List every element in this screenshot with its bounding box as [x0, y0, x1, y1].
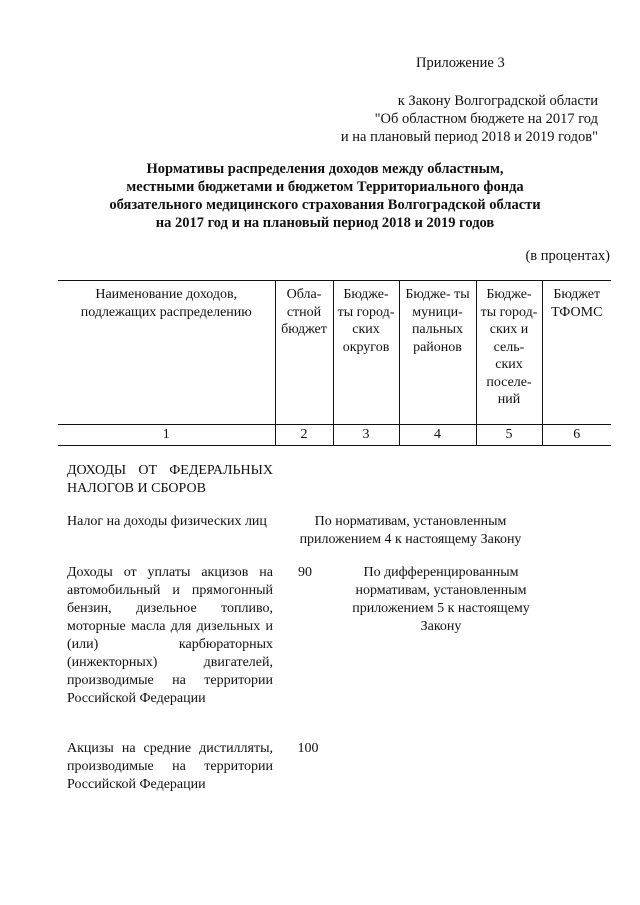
column-number: 5	[476, 425, 542, 446]
document-title-line: обязательного медицинского страхования Волгоградской области	[109, 197, 541, 213]
column-header-income-name	[58, 281, 275, 425]
column-header-tfoms	[542, 281, 611, 425]
units-note: (в процентах)	[525, 248, 610, 264]
document-title-line: на 2017 год и на плановый период 2018 и 2019 годов	[155, 215, 495, 231]
column-header-text: Бюдже- ты муници- пальных районов	[405, 287, 470, 355]
row-label-distillates-excise: Акцизы на средние дистилляты, производимые на территории Российской Федерации	[67, 741, 273, 792]
appendix-title: Приложение 3	[416, 55, 505, 71]
row-value-fuel-excise-regional: 90	[298, 565, 312, 580]
row-value-distillates-regional: 100	[297, 741, 319, 756]
law-reference-line: и на плановый период 2018 и 2019 годов"	[340, 129, 598, 145]
row-note-income-tax: По нормативам, установленным приложением 4 к настоящему Закону	[299, 514, 522, 547]
row-label-income-tax: Налог на доходы физических лиц	[67, 514, 267, 529]
column-number: 6	[542, 425, 611, 446]
section-heading-federal-taxes: ДОХОДЫ ОТ ФЕДЕРАЛЬНЫХ НАЛОГОВ И СБОРОВ	[67, 463, 273, 496]
row-label-fuel-excise: Доходы от уплаты акцизов на автомобильный и прямогонный бензин, дизельное топливо, моторные масла для дизельных и (или) карбюраторных (инжекторных) двигателей, производимые на территории Российской Федерации	[67, 565, 273, 706]
row-note-fuel-excise: По дифференцированным нормативам, установленным приложением 5 к настоящему Закону	[352, 565, 530, 634]
column-header-text: Бюдже- ты город- ских округов	[337, 287, 395, 355]
column-numbers-row	[58, 425, 611, 446]
law-reference	[300, 92, 598, 146]
document-title-line: местными бюджетами и бюджетом Территориального фонда	[126, 179, 524, 195]
distribution-table-header	[58, 280, 611, 446]
column-number: 4	[399, 425, 476, 446]
column-header-city-districts	[333, 281, 399, 425]
document-title-line: Нормативы распределения доходов между областным,	[146, 161, 504, 177]
law-reference-line: "Об областном бюджете на 2017 год	[374, 111, 598, 127]
column-header-text: Бюджет ТФОМС	[551, 287, 603, 320]
column-header-text: Обла- стной бюджет	[281, 287, 327, 337]
column-number: 2	[275, 425, 333, 446]
law-reference-line: к Закону Волгоградской области	[397, 93, 598, 109]
column-header-settlements	[476, 281, 542, 425]
document-title	[60, 160, 590, 232]
column-number: 1	[58, 425, 275, 446]
column-header-municipal-districts	[399, 281, 476, 425]
column-number: 3	[333, 425, 399, 446]
column-header-text: Наименование доходов, подлежащих распределению	[80, 287, 252, 320]
column-header-regional-budget	[275, 281, 333, 425]
column-header-text: Бюдже- ты город- ских и сель- ских поселе- ний	[480, 287, 538, 407]
